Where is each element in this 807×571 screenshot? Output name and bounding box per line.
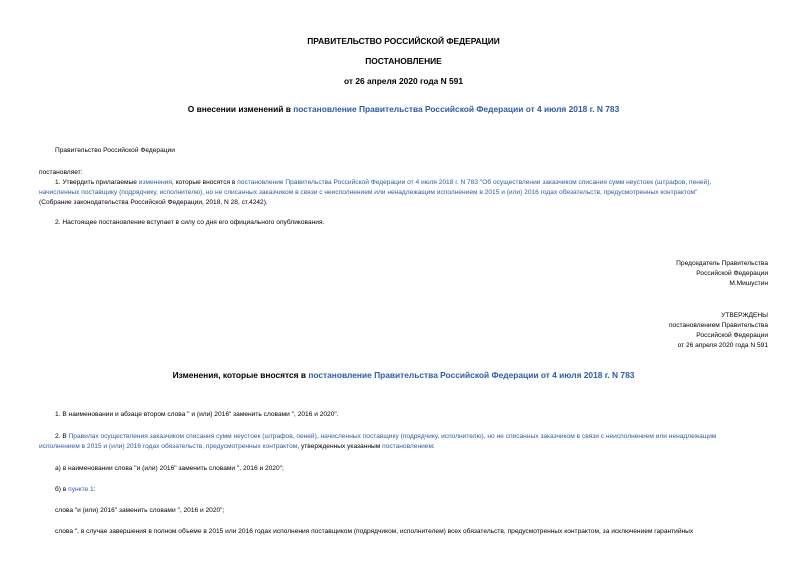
approved-date: от 26 апреля 2020 года N 591 [677,342,768,349]
change-2-a: а) в наименовании слова "и (или) 2016" заменить словами ", 2016 и 2020"; [55,465,284,472]
change-2-line-2: исполнением в 2015 и (или) 2016 годах обязательств, предусмотренных контрактом, утвержденных указанным постановлением: [39,443,435,450]
rules-link[interactable]: Правилах осуществления заказчиком списания сумм неустоек (штрафов, пеней), начисленных поставщику (подрядчику, исполнителю), но не списанных заказчиком в связи с неисполнением или ненадлежащим [68,433,717,440]
resolution-link[interactable]: постановлением [382,443,433,450]
changes-title: Изменения, которые вносятся в постановление Правительства Российской Федерации от 4 июля 2018 г. N 783 [172,370,635,380]
issuer: Правительство Российской Федерации [55,147,175,154]
document-title [0,104,807,115]
change-2-b-1: слова "и (или) 2016" заменить словами ", 2016 и 2020"; [55,507,225,514]
approved-line-3: Российской Федерации [696,332,768,339]
change-2-b-2: слова ", в случае завершения в полном объеме в 2015 или 2016 годах исполнения поставщиком (подрядчиком, исполнителем) всех обязательств, предусмотренных контрактом, за исключением гарантийных [55,528,694,535]
changes-title-link[interactable]: постановление Правительства Российской Федерации от 4 июля 2018 г. N 783 [308,370,635,380]
rules-link-cont[interactable]: исполнением в 2015 и (или) 2016 годах обязательств, предусмотренных контрактом [39,443,298,450]
resolution-783-link[interactable]: постановление Правительства Российской Федерации от 4 июля 2018 г. N 783 "Об осуществлении заказчиком списания сумм неустоек (штрафов, пеней), [237,179,712,186]
signature-position-2: Российской Федерации [696,270,768,277]
title-prefix: О внесении изменений в [187,104,294,114]
point-1-link[interactable]: пункте 1 [68,486,94,493]
government-heading: ПРАВИТЕЛЬСТВО РОССИЙСКОЙ ФЕДЕРАЦИИ [307,36,500,46]
resolves: постановляет: [39,169,83,176]
item-1-line-1: 1. Утвердить прилагаемые изменения, которые вносятся в постановление Правительства Российской Федерации от 4 июля 2018 г. N 783 "Об осуществлении заказчиком списания сумм неустоек (штрафов, пеней), [55,179,712,186]
change-2-line-1: 2. В Правилах осуществления заказчиком списания сумм неустоек (штрафов, пеней), начисленных поставщику (подрядчику, исполнителю), но не списанных заказчиком в связи с неисполнением или ненадлежащим [55,433,717,440]
title-link[interactable]: постановление Правительства Российской Федерации от 4 июля 2018 г. N 783 [293,104,620,114]
signature-position-1: Председатель Правительства [676,260,768,267]
approved-label: УТВЕРЖДЕНЫ [721,312,768,319]
change-2-b: б) в пункте 1: [55,486,96,493]
signature-name: М.Мишустин [729,280,768,287]
changes-link[interactable]: изменения [138,179,172,186]
approved-line-2: постановлением Правительства [668,322,768,329]
item-2: 2. Настоящее постановление вступает в силу со дня его официального опубликования. [55,219,325,226]
document-date-number: от 26 апреля 2020 года N 591 [344,76,463,86]
change-1: 1. В наименовании и абзаце втором слова " и (или) 2016" заменить словами ", 2016 и 2020". [55,411,339,418]
document-type: ПОСТАНОВЛЕНИЕ [365,56,442,66]
item-1-line-3: (Собрание законодательства Российской Федерации, 2018, N 28, ст.4242). [39,199,268,206]
item-1-line-2[interactable]: начисленных поставщику (подрядчику, исполнителю), но не списанных заказчиком в связи с неисполнением или ненадлежащим исполнением в 2015 и (или) 2016 годах обязательств, предусмотренных контрактом" [39,189,698,196]
